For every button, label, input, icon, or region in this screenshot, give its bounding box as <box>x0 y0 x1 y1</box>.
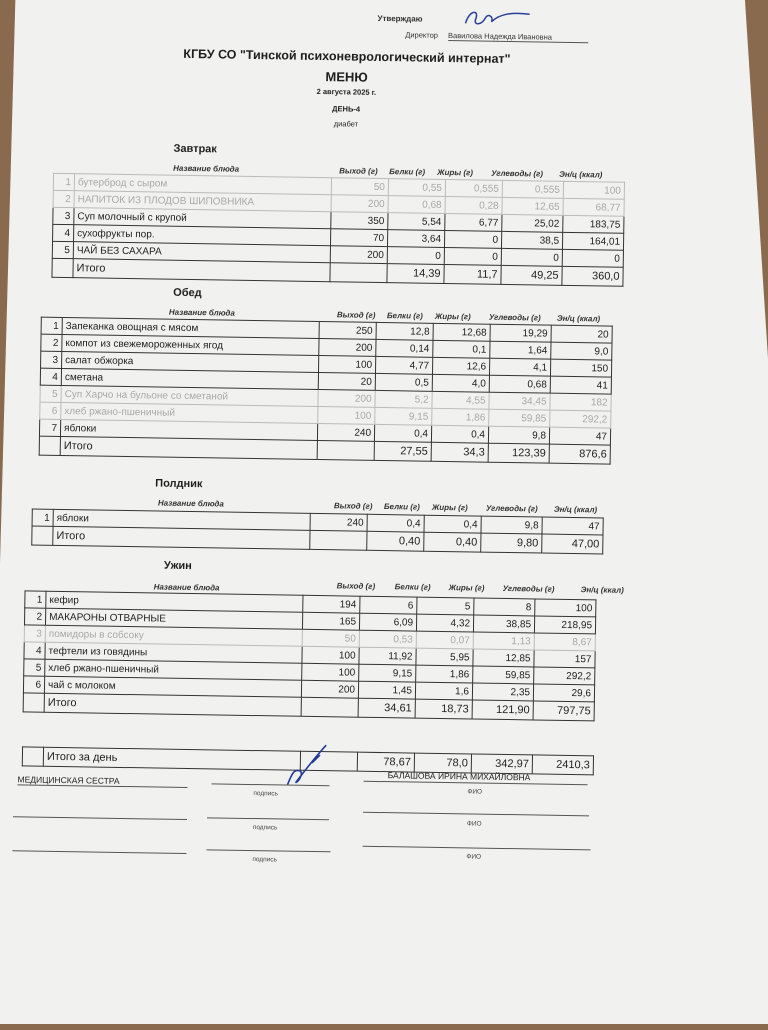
total-row: Итого 27,55 34,3 123,39 876,6 <box>39 436 610 464</box>
total-label: Итого <box>60 436 317 459</box>
dish-name: яблоки <box>60 419 317 440</box>
snack-table <box>31 509 604 555</box>
dish-name: НАПИТОК ИЗ ПЛОДОВ ШИПОВНИКА <box>74 191 331 212</box>
table-row: 5 ЧАЙ БЕЗ САХАРА 200 0 0 0 0 <box>52 241 623 267</box>
table-row: 1 Запеканка овощная с мясом 250 12,8 12,68 19,29 20 <box>41 317 612 343</box>
table-row: 7 яблоки 240 0,4 0,4 9,8 47 <box>39 419 610 445</box>
total-label: Итого <box>53 526 310 549</box>
header-name: Название блюда <box>153 582 220 593</box>
dish-name: МАКАРОНЫ ОТВАРНЫЕ <box>45 608 302 629</box>
table-row: 3 салат обжорка 100 4,77 12,6 4,1 150 <box>41 351 612 377</box>
fio-caption-1: ФИО <box>467 788 483 796</box>
signature-line-2 <box>207 817 329 820</box>
header-energy: Эн/ц (ккал) <box>556 313 601 324</box>
table-row: 5 Суп Харчо на бульоне со сметаной 200 5,2 4,55 34,45 182 <box>40 385 611 411</box>
table-row: 1 яблоки 240 0,4 0,4 9,8 47 <box>32 509 603 535</box>
header-output: Выход (г) <box>339 166 378 176</box>
total-row: Итого 34,61 18,73 121,90 797,75 <box>23 693 594 721</box>
table-row: 3 помидоры в собсоку 50 0,53 0,07 1,13 8,67 <box>24 625 595 651</box>
table-row: 4 сухофрукты пор. 70 3,64 0 38,5 164,01 <box>53 224 624 250</box>
table-row: 1 бутерброд с сыром 50 0,55 0,555 0,555 100 <box>53 173 624 199</box>
fio-line-3 <box>363 846 591 851</box>
header-output: Выход (г) <box>336 310 376 320</box>
lunch-table <box>39 317 613 465</box>
menu-date: 2 августа 2025 г. <box>316 86 377 97</box>
signature-caption-2: подпись <box>252 824 278 832</box>
total-label: Итого <box>73 259 330 282</box>
signature-caption-1: подпись <box>253 790 279 798</box>
table-row: 4 тефтели из говядины 100 11,92 5,95 12,85 157 <box>24 642 595 668</box>
header-carbs: Углеводы (г) <box>491 168 544 179</box>
dish-name: кефир <box>46 591 303 612</box>
header-output: Выход (г) <box>333 501 373 511</box>
dish-name: Запеканка овощная с мясом <box>62 317 319 338</box>
total-row: Итого 14,39 11,7 49,25 360,0 <box>52 258 623 286</box>
table-row: 2 МАКАРОНЫ ОТВАРНЫЕ 165 6,09 4,32 38,85 218,95 <box>24 608 595 634</box>
dish-name: салат обжорка <box>62 351 319 372</box>
breakfast-table <box>51 173 625 287</box>
section-title-dinner: Ужин <box>163 559 192 573</box>
dish-name: Суп молочный с крупой <box>74 208 331 229</box>
total-row: Итого 0,40 0,40 9,80 47,00 <box>32 526 603 554</box>
section-title-snack: Полдник <box>155 477 203 491</box>
header-energy: Эн/ц (ккал) <box>553 504 598 515</box>
dinner-table <box>23 590 597 721</box>
page-title: МЕНЮ <box>325 69 368 85</box>
table-row: 2 НАПИТОК ИЗ ПЛОДОВ ШИПОВНИКА 200 0,68 0,28 12,65 68,77 <box>53 190 624 216</box>
header-fat: Жиры (г) <box>434 311 471 322</box>
dish-name: хлеб ржано-пшеничный <box>61 402 318 423</box>
nurse-name: БАЛАШОВА ИРИНА МИХАЙЛОВНА <box>387 770 531 783</box>
dish-name: компот из свежемороженных ягод <box>62 334 319 355</box>
header-protein: Белки (г) <box>394 582 431 592</box>
table-row: 6 хлеб ржано-пшеничный 100 9,15 1,86 59,85 292,2 <box>40 402 611 428</box>
table-row: 2 компот из свежемороженных ягод 200 0,14 0,1 1,64 9,0 <box>41 334 612 360</box>
nurse-role-line <box>17 784 187 788</box>
table-row: 6 чай с молоком 200 1,45 1,6 2,35 29,6 <box>23 676 594 702</box>
header-carbs: Углеводы (г) <box>488 312 541 323</box>
fio-caption-2: ФИО <box>466 820 482 828</box>
signature-line-3 <box>206 849 330 852</box>
table-row: 3 Суп молочный с крупой 350 5,54 6,77 25,02 183,75 <box>53 207 624 233</box>
director-signature <box>459 5 539 32</box>
dish-name: чай с молоком <box>44 676 301 697</box>
menu-day: ДЕНЬ-4 <box>332 104 361 114</box>
dish-name: яблоки <box>53 509 310 530</box>
header-energy: Эн/ц (ккал) <box>559 169 603 180</box>
nurse-role: МЕДИЦИНСКАЯ СЕСТРА <box>17 774 120 786</box>
director-line <box>405 30 588 43</box>
director-label: Директор <box>405 30 439 40</box>
dish-name: сухофрукты пор. <box>74 225 331 246</box>
header-output: Выход (г) <box>336 581 376 591</box>
dish-name: сметана <box>61 368 318 389</box>
dish-name: бутерброд с сыром <box>74 174 331 195</box>
dish-name: ЧАЙ БЕЗ САХАРА <box>73 242 330 263</box>
section-title-lunch: Обед <box>173 286 202 300</box>
signature-caption-3: подпись <box>252 856 277 864</box>
header-fat: Жиры (г) <box>431 502 468 513</box>
dish-name: хлеб ржано-пшеничный <box>45 659 302 680</box>
diet-type: диабет <box>333 119 359 129</box>
dish-name: помидоры в собсоку <box>45 625 302 646</box>
dish-name: Суп Харчо на бульоне со сметаной <box>61 385 318 406</box>
fio-line-2 <box>363 812 589 817</box>
table-row: 1 кефир 194 6 5 8 100 <box>25 591 596 617</box>
role-line-3 <box>12 850 186 854</box>
dish-name: тефтели из говядины <box>45 642 302 663</box>
header-energy: Эн/ц (ккал) <box>580 585 624 595</box>
header-carbs: Углеводы (г) <box>485 503 538 514</box>
total-label: Итого <box>44 693 301 716</box>
section-title-breakfast: Завтрак <box>173 142 217 156</box>
role-line-2 <box>13 816 187 820</box>
header-fat: Жиры (г) <box>448 583 485 593</box>
header-carbs: Углеводы (г) <box>502 583 555 594</box>
header-protein: Белки (г) <box>383 502 420 512</box>
fio-caption-3: ФИО <box>466 853 482 861</box>
approve-label: Утверждаю <box>377 13 423 24</box>
header-name: Название блюда <box>168 307 235 318</box>
day-total-row: Итого за день 78,67 78,0 342,97 2410,3 <box>22 747 593 775</box>
day-total-label: Итого за день <box>43 747 300 770</box>
table-row: 4 сметана 20 0,5 4,0 0,68 41 <box>40 368 611 394</box>
header-protein: Белки (г) <box>386 311 423 321</box>
director-name: Вавилова Надежда Ивановна <box>448 31 588 43</box>
header-name: Название блюда <box>157 498 224 509</box>
organization-name: КГБУ СО "Тинской психоневрологический интернат" <box>183 46 511 66</box>
header-fat: Жиры (г) <box>437 167 474 178</box>
header-protein: Белки (г) <box>389 167 426 177</box>
table-row: 5 хлеб ржано-пшеничный 100 9,15 1,86 59,85 292,2 <box>24 659 595 685</box>
header-name: Название блюда <box>173 163 240 174</box>
